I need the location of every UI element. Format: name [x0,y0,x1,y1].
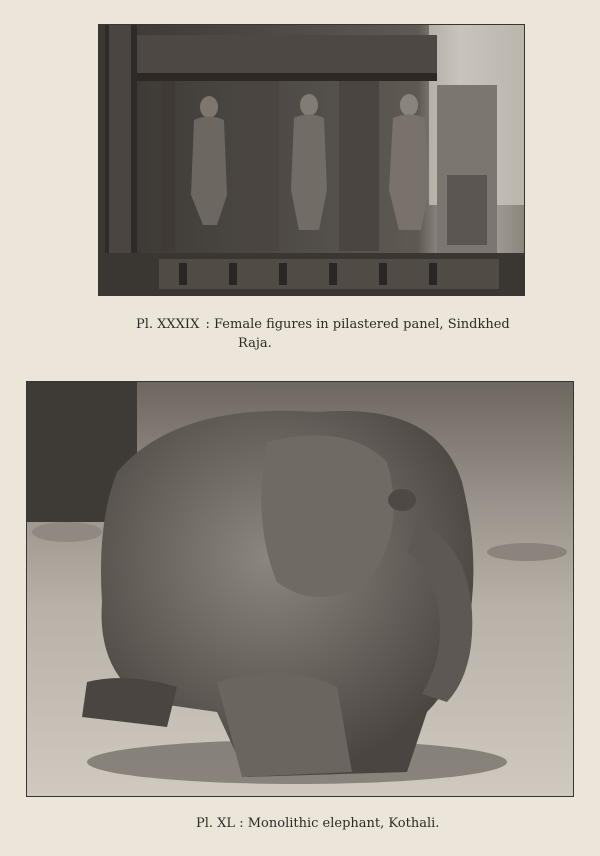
plate-xxxix-caption [136,315,510,334]
plate-xl-photo [26,381,574,797]
caption-separator: : [205,317,210,332]
plate-xxxix-photo [98,24,525,296]
plate-xxxix-number: Pl. XXXIX [136,317,200,332]
plate-xl-caption [196,814,439,833]
plate-xl-number: Pl. XL [196,816,236,831]
caption-separator: : [239,816,244,831]
plate-xxxix-caption-continued: Raja. [238,336,272,351]
plate-xl-caption-text: Monolithic elephant, Kothali. [247,816,440,831]
plate-xxxix-caption-text: Female figures in pilastered panel, Sindkhed [214,317,510,332]
